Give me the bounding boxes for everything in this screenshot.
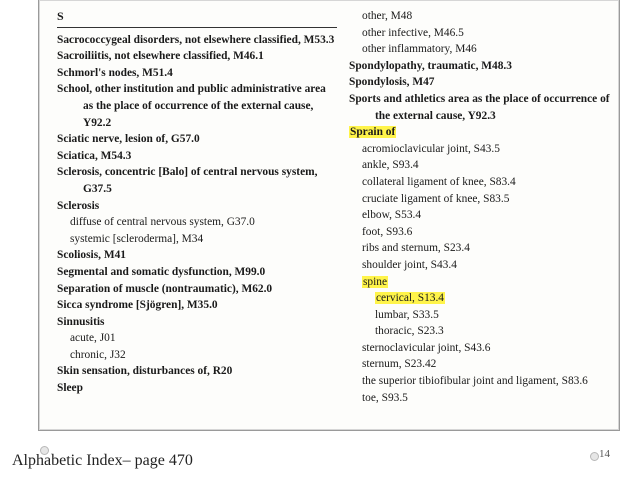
index-text: toe, S93.5 <box>362 391 408 404</box>
index-text: elbow, S53.4 <box>362 209 422 222</box>
index-text: cruciate ligament of knee, S83.5 <box>362 192 510 205</box>
index-text: Sclerosis, concentric [Balo] of central nervous system, G37.5 <box>57 166 318 195</box>
index-entry-row <box>349 91 611 124</box>
index-subsub-row <box>362 290 611 307</box>
index-text: Spondylopathy, traumatic, M48.3 <box>349 59 512 72</box>
index-text: Sacrococcygeal disorders, not elsewhere classified, M53.3 <box>57 33 335 46</box>
index-text: systemic [scleroderma], M34 <box>70 232 204 245</box>
index-column-right <box>349 8 611 406</box>
index-entry-row <box>57 314 337 331</box>
index-text: other inflammatory, M46 <box>362 43 477 56</box>
index-subsub-row <box>362 307 611 324</box>
index-text: Sclerosis <box>57 199 100 212</box>
index-entry-row <box>57 131 337 148</box>
index-sub-row <box>362 207 611 224</box>
index-entry-row <box>349 58 611 75</box>
index-entry-row <box>57 198 337 215</box>
index-text: Sacroiliitis, not elsewhere classified, M46.1 <box>57 50 264 63</box>
slide-caption: Alphabetic Index– page 470 <box>12 452 193 469</box>
left-entry-list <box>57 32 337 397</box>
index-entry-row <box>57 48 337 65</box>
index-text: acromioclavicular joint, S43.5 <box>362 142 500 155</box>
index-column-left <box>57 8 337 397</box>
index-sub-row <box>362 191 611 208</box>
index-text: Skin sensation, disturbances of, R20 <box>57 365 233 378</box>
index-text: Sports and athletics area as the place of occurrence of the external cause, Y92.3 <box>349 92 610 122</box>
slide-number: 14 <box>599 448 610 460</box>
index-text: ankle, S93.4 <box>362 159 419 172</box>
index-sub-row <box>70 231 337 248</box>
index-entry-row <box>57 264 337 281</box>
index-sub-row <box>362 373 611 390</box>
index-text: the superior tibiofibular joint and ligament, S83.6 <box>362 375 588 388</box>
index-entry-row <box>57 380 337 397</box>
index-entry-row <box>57 81 337 131</box>
index-text: thoracic, S23.3 <box>375 325 444 338</box>
index-sub-row <box>362 240 611 257</box>
index-entry-row <box>57 247 337 264</box>
index-text: Sleep <box>57 382 83 395</box>
index-sub-row <box>362 8 611 25</box>
scanned-index-page <box>38 0 620 431</box>
index-sub-row <box>362 257 611 274</box>
index-text: foot, S93.6 <box>362 225 413 238</box>
index-text: collateral ligament of knee, S83.4 <box>362 175 516 188</box>
index-entry-row <box>57 297 337 314</box>
index-entry-row <box>57 148 337 165</box>
index-entry-row <box>57 65 337 82</box>
index-sub-row <box>362 390 611 407</box>
index-sub-row <box>362 41 611 58</box>
index-text: Sinnusitis <box>57 315 105 328</box>
index-text: sternum, S23.42 <box>362 358 437 371</box>
index-entry-row <box>57 281 337 298</box>
index-sub-row <box>362 274 611 291</box>
bullet-dot-icon <box>590 452 599 461</box>
index-text: Sciatic nerve, lesion of, G57.0 <box>57 133 200 146</box>
index-text: Schmorl's nodes, M51.4 <box>57 66 173 79</box>
index-sub-row <box>362 25 611 42</box>
index-text: Sprain of <box>350 126 396 139</box>
index-sub-row <box>362 174 611 191</box>
index-text: Sicca syndrome [Sjögren], M35.0 <box>57 299 218 312</box>
index-text: sternoclavicular joint, S43.6 <box>362 341 491 354</box>
index-text: Scoliosis, M41 <box>57 249 126 262</box>
index-entry-row <box>57 363 337 380</box>
index-text: Spondylosis, M47 <box>349 76 435 89</box>
index-text: cervical, S13.4 <box>376 292 445 305</box>
index-text: ribs and sternum, S23.4 <box>362 242 470 255</box>
index-sub-row <box>362 340 611 357</box>
index-text: lumbar, S33.5 <box>375 308 439 321</box>
index-text: diffuse of central nervous system, G37.0 <box>70 216 255 229</box>
index-text: shoulder joint, S43.4 <box>362 258 457 271</box>
index-sub-row <box>362 141 611 158</box>
index-text: Sciatica, M54.3 <box>57 149 132 162</box>
index-text: other infective, M46.5 <box>362 26 464 39</box>
index-sub-row <box>70 330 337 347</box>
index-text: chronic, J32 <box>70 348 126 361</box>
index-entry-row <box>57 164 337 197</box>
right-entry-list <box>349 8 611 406</box>
index-sub-row <box>362 157 611 174</box>
index-text: School, other institution and public administrative area as the place of occurrence of the external cause, Y92.2 <box>57 83 326 129</box>
index-entry-row <box>57 32 337 49</box>
index-text: other, M48 <box>362 10 413 22</box>
index-sub-row <box>362 224 611 241</box>
index-text: Separation of muscle (nontraumatic), M62.0 <box>57 282 273 295</box>
section-letter: S <box>57 8 337 28</box>
index-sub-row <box>70 214 337 231</box>
index-subsub-row <box>362 323 611 340</box>
index-sub-row <box>70 347 337 364</box>
index-text: Segmental and somatic dysfunction, M99.0 <box>57 265 266 278</box>
index-text: spine <box>363 275 388 288</box>
index-text: acute, J01 <box>70 332 116 345</box>
index-entry-row <box>349 124 611 141</box>
index-sub-row <box>362 356 611 373</box>
index-entry-row <box>349 74 611 91</box>
